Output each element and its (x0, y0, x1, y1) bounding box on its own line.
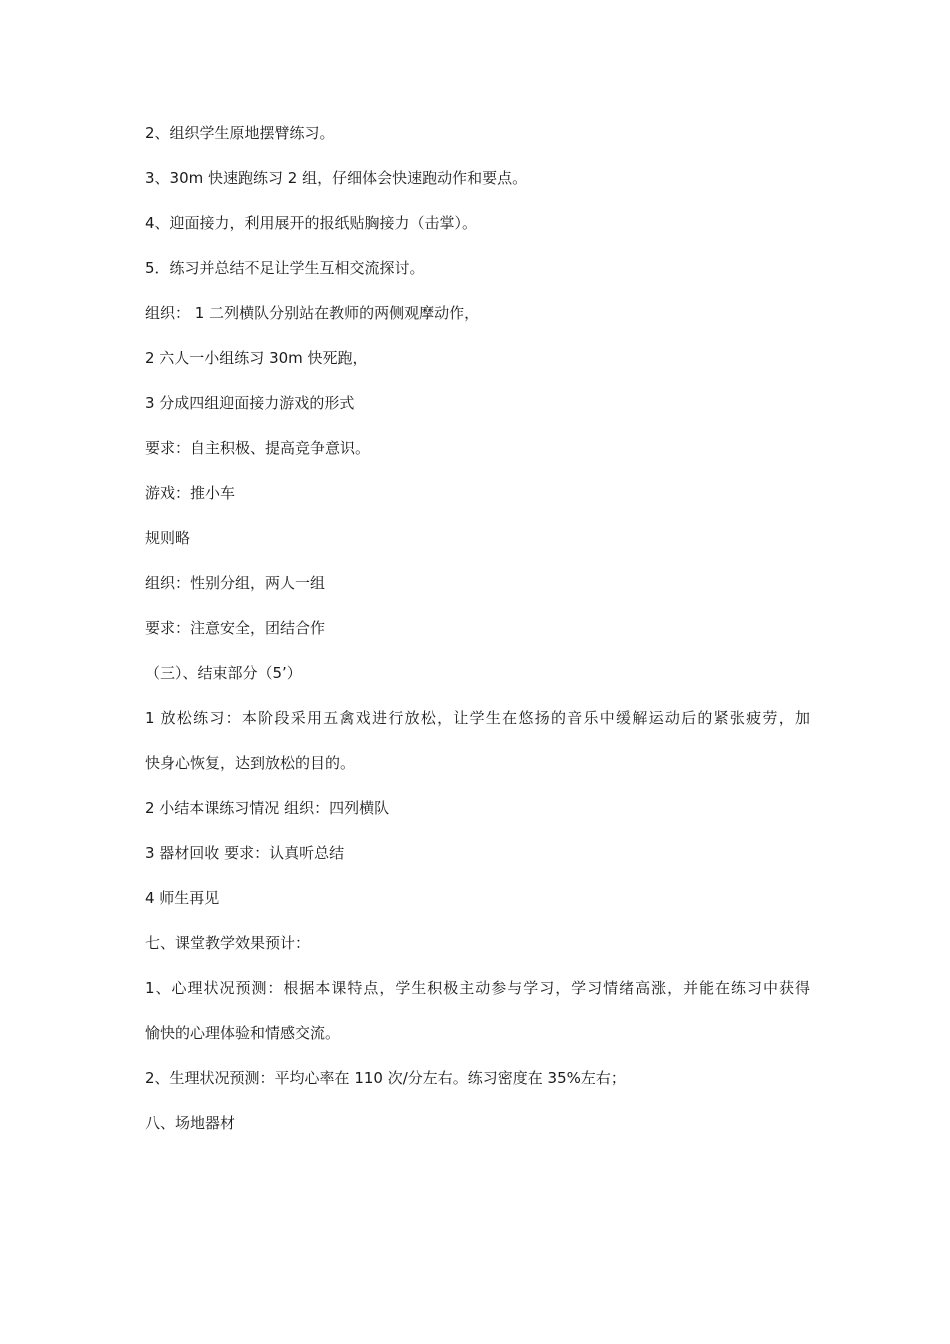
text-line-8: 要求：自主积极、提高竞争意识。 (145, 439, 371, 457)
text-line-15: 快身心恢复，达到放松的目的。 (145, 754, 356, 772)
text-line-18: 4 师生再见 (145, 889, 220, 907)
text-line-12: 要求：注意安全，团结合作 (145, 619, 326, 637)
text-line-20: 1、心理状况预测：根据本课特点，学生积极主动参与学习，学习情绪高涨，并能在练习中获得 (145, 979, 810, 997)
text-line-2: 3、30m 快速跑练习 2 组，仔细体会快速跑动作和要点。 (145, 169, 528, 187)
text-line-10: 规则略 (145, 529, 191, 547)
text-line-11: 组织：性别分组，两人一组 (145, 574, 326, 592)
text-line-22: 2、生理状况预测：平均心率在 110 次/分左右。练习密度在 35%左右； (145, 1069, 626, 1087)
text-line-16: 2 小结本课练习情况 组织：四列横队 (145, 799, 390, 817)
text-line-4: 5．练习并总结不足让学生互相交流探讨。 (145, 259, 425, 277)
text-line-9: 游戏：推小车 (145, 484, 236, 502)
text-line-7: 3 分成四组迎面接力游戏的形式 (145, 394, 355, 412)
text-line-1: 2、组织学生原地摆臂练习。 (145, 124, 335, 142)
text-line-3: 4、迎面接力，利用展开的报纸贴胸接力（击掌）。 (145, 214, 478, 232)
section-heading-8: 八、场地器材 (145, 1114, 236, 1132)
section-heading-end: （三）、结束部分（5’） (145, 664, 302, 682)
text-line-6: 2 六人一小组练习 30m 快死跑， (145, 349, 368, 367)
text-line-5: 组织： 1 二列横队分别站在教师的两侧观摩动作， (145, 304, 480, 322)
text-line-14: 1 放松练习：本阶段采用五禽戏进行放松，让学生在悠扬的音乐中缓解运动后的紧张疲劳，加 (145, 709, 810, 727)
document-body (145, 119, 810, 1154)
text-line-17: 3 器材回收 要求：认真听总结 (145, 844, 345, 862)
section-heading-7: 七、课堂教学效果预计： (145, 934, 311, 952)
text-line-21: 愉快的心理体验和情感交流。 (145, 1024, 341, 1042)
